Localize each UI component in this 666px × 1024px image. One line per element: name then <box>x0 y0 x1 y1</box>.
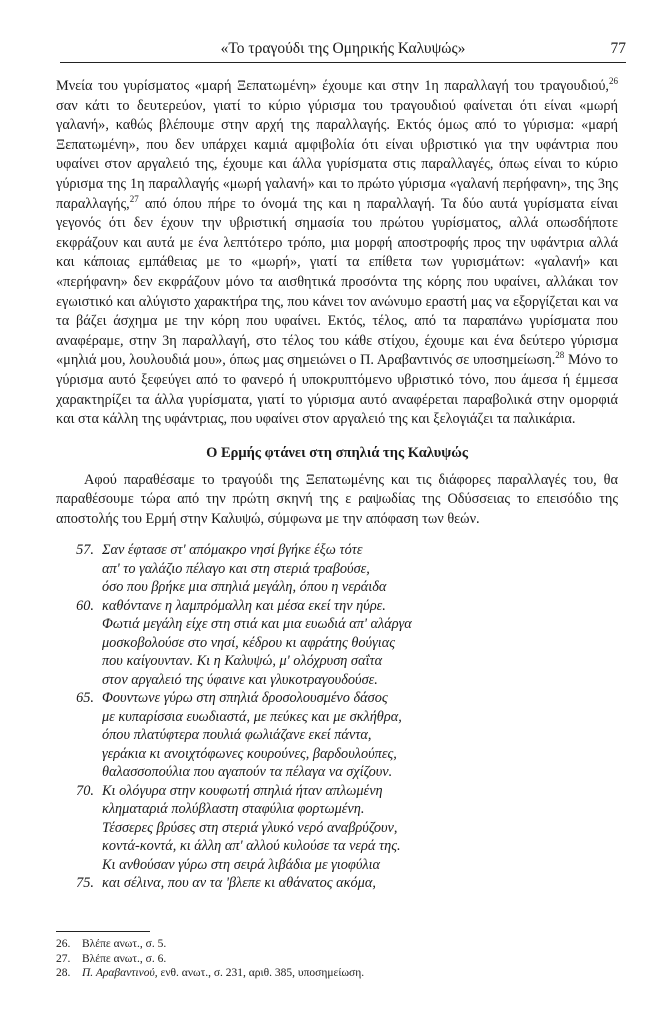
paragraph-1-text-c: από όπου πήρε το όνομά της και η παραλλαγή. Τα δύο αυτά γυρίσματα είναι γεγονός ότι δεν έχουν την υβριστική σημασία του πρώτου γυρίσματος, αλλά οπωσδήποτε εκφράζουν και αυτά με ένα λεπτότερο τρόπο, μια μορφή αποστροφής προς την υφάντρια αλλά και κάποιας εμπάθειας με το «μωρή», γιατί τα επίθετα των γυρισμάτων: «γαλανή» και «περήφανη» δεν εκφράζουν μόνο τα αισθητικά προσόντα της κόρης που υφαίνει, αλλάκαι τον εγωιστικό και αλύγιστο χαρακτήρα της, που κάνει τον ανώνυμο εραστή μας να εξοργίζεται και να τα βάζει άσχημα με την κόρη που υφαίνει. Εκτός, τέλος, από τα παραπάνω γυρίσματα που αναφέραμε, στην 3η παραλλαγή, στο τέλος του κάθε στίχου, έχουμε και ένα δεύτερο γύρισμα «μηλιά μου, λουλουδιά μου», όπως μας σημειώνει ο Π. Αραβαντινός σε υποσημείωση. <box>56 195 618 369</box>
footnote-number: 26. <box>56 938 71 950</box>
verse-line <box>56 652 618 671</box>
footnote-rule <box>56 931 150 932</box>
verse-line <box>56 578 618 597</box>
paragraph-1-text-b: σαν κάτι το δευτερεύον, γιατί το κύριο γύρισμα του τραγουδιού φαίνεται ότι είναι «μωρή γαλανή», καθώς βλέπουμε στην αρχή της παραλλαγής. Εκτός όμως από το γύρισμα: «μαρή Ξεπατωμένη», που δεν υπάρχει καμιά αμφιβολία ότι είναι υβριστικό για την υφάντρια που υφαίνει στον αργαλειό της, έχουμε και άλλα γυρίσματα στις παραλλαγές, όπως είναι το κύριο γύρισμα της 1η παραλλαγής «μωρή γαλανή» και το πρώτο γύρισμα «γαλανή περήφανη», της 3ης παραλλαγής, <box>56 97 618 212</box>
paragraph-2: Αφού παραθέσαμε το τραγούδι της Ξεπατωμένης και τις διάφορες παραλλαγές του, θα παραθέσουμε τώρα από την πρώτη σκηνή της ε ραψωδίας της Οδύσσειας το επεισόδιο της αποστολής του Ερμή στην Καλυψώ, σύμφωνα με την απόφαση των θεών. <box>56 471 618 527</box>
header-rule <box>60 62 626 63</box>
verse-text: καθόντανε η λαμπρόμαλλη και μέσα εκεί την ηύρε. <box>102 597 386 614</box>
section-heading: Ο Ερμής φτάνει στη σπηλιά της Καλυψώς <box>206 444 468 461</box>
verse-text: και σέλινα, που αν τα 'βλεπε κι αθάνατος ακόμα, <box>102 875 376 892</box>
verse-text: Φωτιά μεγάλη είχε στη στιά και μια ευωδιά απ' αλάργα <box>102 616 412 633</box>
verse-text: Φουντωνε γύρω στη σπηλιά δροσολουσμένο δάσος <box>102 690 388 707</box>
verse-line <box>56 560 618 579</box>
verse-text: Κι ολόγυρα στην κουφωτή σπηλιά ήταν απλωμένη <box>102 782 383 799</box>
verse-text: απ' το γαλάζιο πέλαγο και στη στεριά τραβούσε, <box>102 560 370 577</box>
verse-text: κοντά-κοντά, κι άλλη απ' αλλού κυλούσε τα νερά της. <box>102 838 401 855</box>
verse-line <box>56 634 618 653</box>
verse-line <box>56 541 618 560</box>
footnote <box>56 966 616 981</box>
running-header <box>60 40 626 62</box>
verse-number: 65. <box>76 690 94 707</box>
verse-text: Σαν έφτασε στ' απόμακρο νησί βγήκε έξω τότε <box>102 542 363 559</box>
verse-number: 60. <box>76 597 94 614</box>
verse-text: μοσκοβολούσε στο νησί, κέδρου κι αφράτης θούγιας <box>102 634 396 651</box>
footnote-number: 27. <box>56 952 71 965</box>
footnote-text: ενθ. ανωτ., σ. 231, αριθ. 385, υποσημείωση. <box>157 967 365 979</box>
verse-line <box>56 689 618 708</box>
running-title: «Το τραγούδι της Ομηρικής Καλυψώς» <box>220 40 466 57</box>
verse-line <box>56 856 618 875</box>
verse-line <box>56 837 618 856</box>
paragraph-1 <box>56 77 618 430</box>
footnote-number: 28. <box>56 967 71 979</box>
footnote-text: Βλέπε ανωτ., σ. 5. <box>82 938 167 950</box>
verse-block <box>56 541 618 893</box>
verse-text: κληματαριά πολύβλαστη σταφύλια φορτωμένη. <box>102 801 365 818</box>
verse-text: που καίγουνταν. Κι η Καλυψώ, μ' ολόχρυση σαΐτα <box>102 653 383 670</box>
footnote-ref-27: 27 <box>129 193 139 204</box>
verse-line <box>56 597 618 616</box>
footnote-ref-28: 28 <box>555 350 565 361</box>
verse-text: θαλασσοπούλια που αγαπούν τα πέλαγα να σχίζουν. <box>102 764 393 781</box>
verse-line <box>56 763 618 782</box>
verse-line <box>56 782 618 801</box>
verse-text: στον αργαλειό της ύφαινε και γλυκοτραγουδούσε. <box>102 671 378 688</box>
page-body <box>56 77 618 893</box>
verse-text: όπου πλατύφτερα πουλιά φωλιάζανε εκεί πάντα, <box>102 727 372 744</box>
verse-line <box>56 671 618 690</box>
footnote-text: Βλέπε ανωτ., σ. 6. <box>82 952 167 965</box>
verse-line <box>56 874 618 893</box>
footnote-author: Π. Αραβαντινού, <box>82 967 158 979</box>
verse-line <box>56 745 618 764</box>
verse-line <box>56 819 618 838</box>
verse-text: γεράκια κι ανοιχτόφωνες κουρούνες, βαρδουλούπες, <box>102 745 397 762</box>
verse-text: με κυπαρίσσια ευωδιαστά, με πεύκες και με σκλήθρα, <box>102 708 402 725</box>
verse-line <box>56 708 618 727</box>
footnote-ref-26: 26 <box>609 76 618 87</box>
verse-line <box>56 726 618 745</box>
paragraph-1-text-d: Μόνο το γύρισμα αυτό ξεφεύγει από το φανερό ή υποκρυπτόμενο υβριστικό τόνο, που άμεσα ή έμμεσα χαρακτηρίζει τα άλλα γυρίσματα, γιατί το γύρισμα αυτό αναφέρεται παραβολικά στην ομορφιά και στα κάλλη της υφάντριας, που υφαίνει στον αργαλειό της και ξελογιάζει τα παλικάρια. <box>56 352 618 428</box>
verse-text: Τέσσερες βρύσες στη στεριά γλυκό νερό αναβρύζουν, <box>102 819 398 836</box>
verse-number: 75. <box>76 875 94 892</box>
verse-number: 70. <box>76 782 94 799</box>
footnote <box>56 952 616 967</box>
verse-text: Κι ανθούσαν γύρω στη σειρά λιβάδια με γιοφύλια <box>102 856 381 873</box>
verse-text: όσο που βρήκε μια σπηλιά μεγάλη, όπου η νεράιδα <box>102 579 387 596</box>
page-number: 77 <box>610 40 626 57</box>
verse-number: 57. <box>76 542 94 559</box>
verse-line <box>56 800 618 819</box>
footnote <box>56 937 616 952</box>
verse-line <box>56 615 618 634</box>
paragraph-1-text-a: Μνεία του γυρίσματος «μαρή Ξεπατωμένη» έχουμε και στην 1η παραλλαγή του τραγουδιού, <box>56 78 609 94</box>
footnotes <box>56 937 616 981</box>
